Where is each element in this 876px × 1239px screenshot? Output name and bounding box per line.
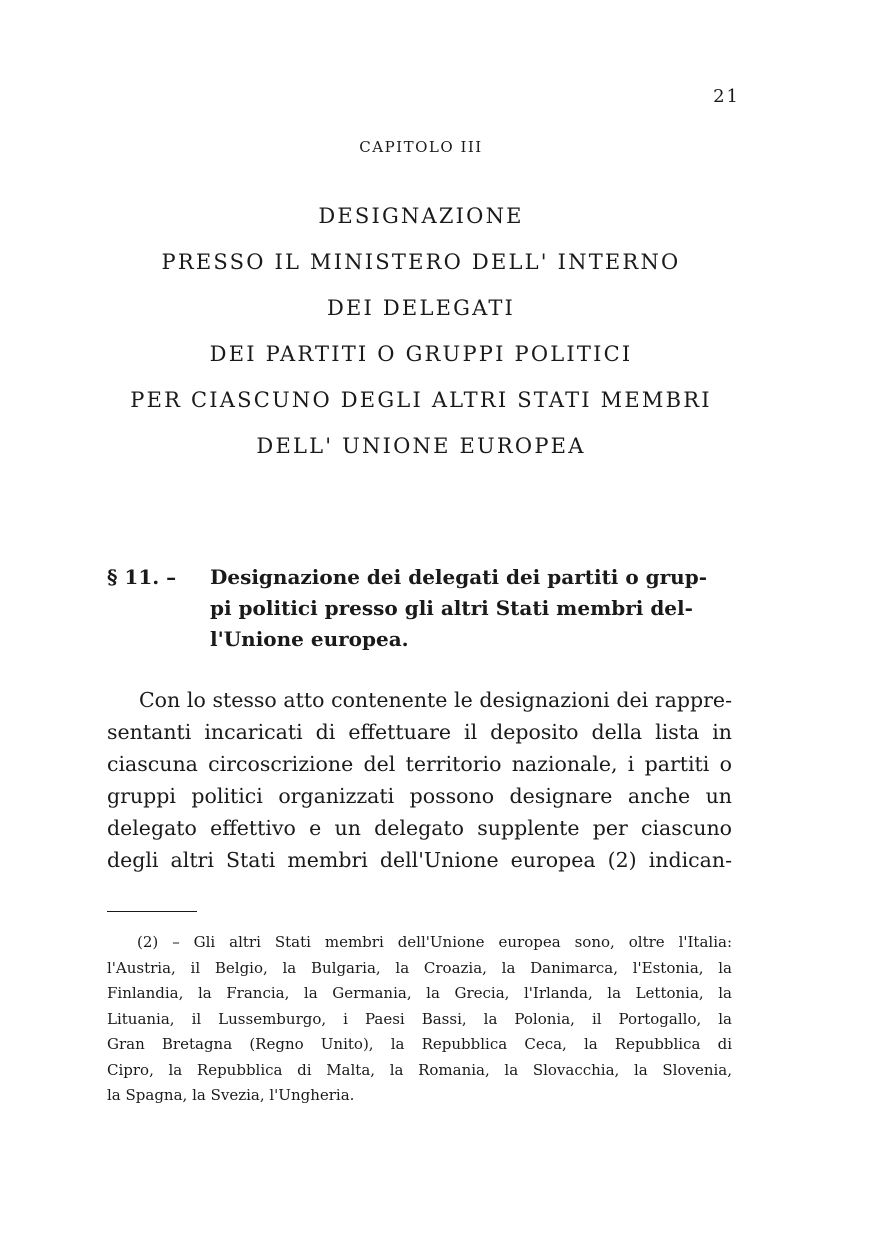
body-line: degli altri Stati membri dell'Unione europea (2) indican- [107, 848, 732, 872]
chapter-title-line: PRESSO IL MINISTERO DELL' INTERNO [161, 250, 681, 274]
footnote [107, 930, 732, 1109]
footnote-line: (2) – Gli altri Stati membri dell'Unione europea sono, oltre l'Italia: [137, 933, 732, 951]
chapter-title-line: DESIGNAZIONE [318, 204, 524, 228]
chapter-title-line: DELL' UNIONE EUROPEA [256, 434, 586, 458]
footnote-line: l'Austria, il Belgio, la Bulgaria, la Croazia, la Danimarca, l'Estonia, la [107, 958, 732, 977]
page-number: 21 [713, 86, 740, 107]
footnote-line: Finlandia, la Francia, la Germania, la Grecia, l'Irlanda, la Lettonia, la [107, 984, 732, 1002]
chapter-title-line: DEI DELEGATI [326, 296, 516, 320]
section-title-line: l'Unione europea. [210, 627, 409, 651]
footnote-divider [107, 911, 197, 912]
section-title-line: pi politici presso gli altri Stati membri del- [210, 596, 693, 620]
chapter-title-line: DEI PARTITI O GRUPPI POLITICI [209, 342, 633, 366]
body-line: sentanti incaricati di effettuare il deposito della lista in [107, 720, 732, 744]
section-title-line: Designazione dei delegati dei partiti o grup- [210, 565, 708, 589]
chapter-label: CAPITOLO III [359, 138, 483, 156]
body-line: Con lo stesso atto contenente le designazioni dei rappre- [139, 688, 732, 712]
footnote-line: Gran Bretagna (Regno Unito), la Repubblica Ceca, la Repubblica di [107, 1035, 732, 1053]
body-line: gruppi politici organizzati possono designare anche un [107, 784, 732, 808]
footnote-line: la Spagna, la Svezia, l'Ungheria. [107, 1086, 355, 1104]
body-line: ciascuna circoscrizione del territorio nazionale, i partiti o [107, 752, 732, 776]
section-number: § 11. – [107, 565, 177, 589]
chapter-title [0, 193, 842, 469]
section-title [210, 562, 732, 655]
body-paragraph [107, 684, 732, 876]
footnote-line: Cipro, la Repubblica di Malta, la Romania, la Slovacchia, la Slovenia, [107, 1060, 732, 1079]
chapter-title-line: PER CIASCUNO DEGLI ALTRI STATI MEMBRI [130, 388, 712, 412]
section-heading [107, 562, 732, 655]
footnote-line: Lituania, il Lussemburgo, i Paesi Bassi, la Polonia, il Portogallo, la [107, 1009, 732, 1028]
body-line: delegato effettivo e un delegato supplente per ciascuno [107, 816, 732, 840]
